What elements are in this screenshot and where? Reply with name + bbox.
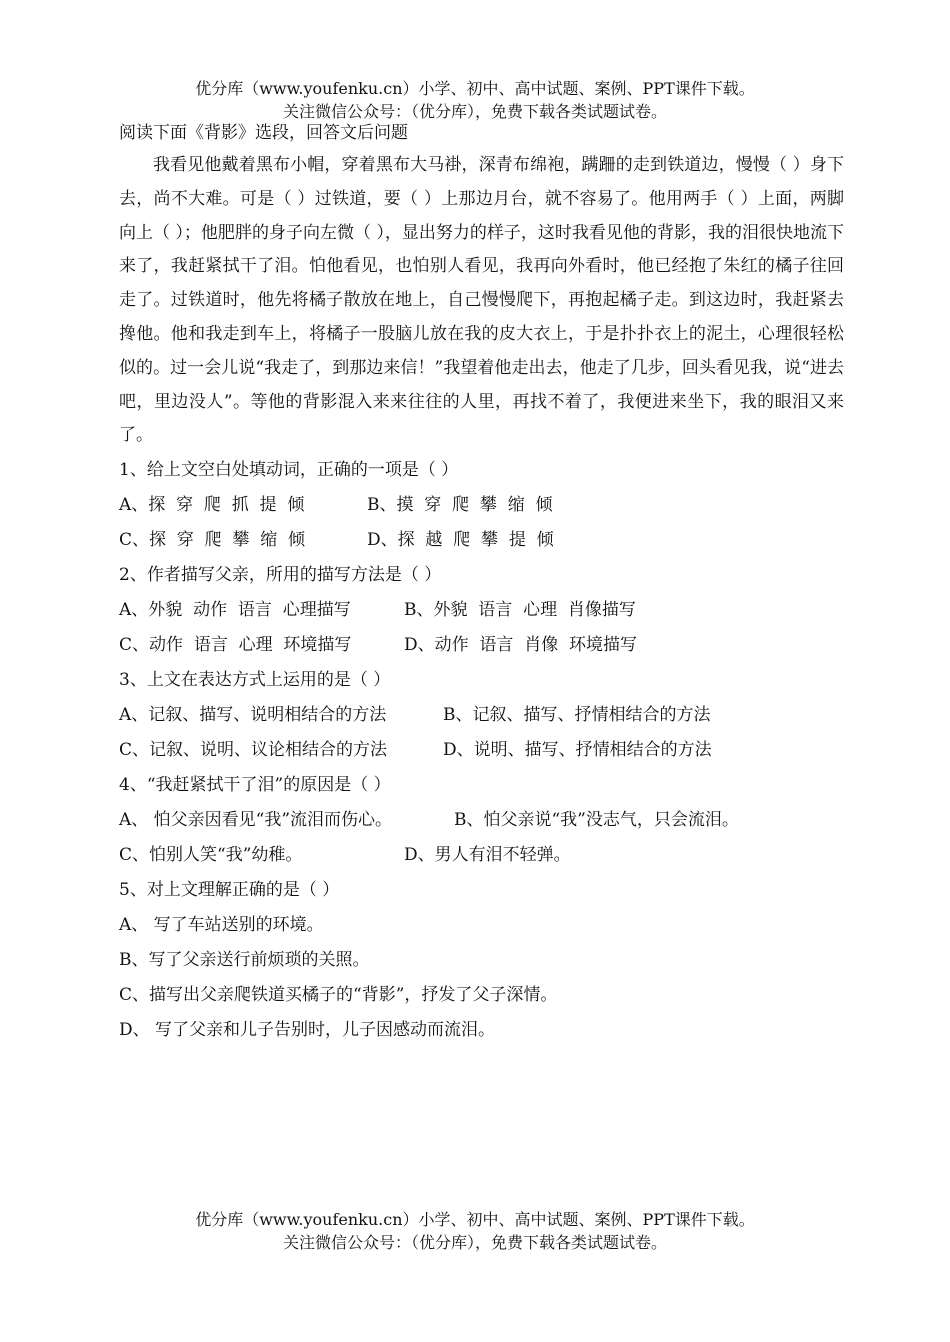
option-d: D、说明、描写、抒情相结合的方法	[443, 740, 712, 761]
page-header	[0, 77, 950, 123]
option-row	[119, 1013, 844, 1048]
question-3	[119, 663, 844, 768]
option-c: C、探 穿 爬 攀 缩 倾	[119, 530, 306, 551]
question-4	[119, 768, 844, 873]
option-b: B、记叙、描写、抒情相结合的方法	[443, 705, 711, 726]
option-b: B、怕父亲说“我”没志气，只会流泪。	[454, 810, 739, 831]
option-d: D、动作 语言 肖像 环境描写	[404, 635, 638, 656]
option-row	[119, 838, 844, 873]
option-a: A、 怕父亲因看见“我”流泪而伤心。	[119, 810, 393, 831]
option-b: B、外貌 语言 心理 肖像描写	[404, 600, 636, 621]
option-a: A、外貌 动作 语言 心理描写	[119, 600, 351, 621]
option-c: C、怕别人笑“我”幼稚。	[119, 845, 303, 866]
option-row	[119, 733, 844, 768]
option-a: A、探 穿 爬 抓 提 倾	[119, 495, 305, 516]
option-d: D、探 越 爬 攀 提 倾	[367, 530, 554, 551]
reading-instruction: 阅读下面《背影》选段，回答文后问题	[119, 123, 408, 143]
reading-passage: 我看见他戴着黑布小帽，穿着黑布大马褂，深青布绵袍，蹒跚的走到铁道边，慢慢（ ）身下去，尚不大难。可是（ ）过铁道，要（ ）上那边月台，就不容易了。他用两手（ ）上面，两脚向上（ ）；他肥胖的身子向左微（ ），显出努力的样子，这时我看见他的背影，我的泪很快地流下来了，我赶紧拭干了泪。怕他看见，也怕别人看见，我再向外看时，他已经抱了朱红的橘子往回走了。过铁道时，他先将橘子散放在地上，自己慢慢爬下，再抱起橘子走。到这边时，我赶紧去搀他。他和我走到车上，将橘子一股脑儿放在我的皮大衣上，于是扑扑衣上的泥土，心理很轻松似的。过一会儿说“我走了，到那边来信！”我望着他走出去，他走了几步，回头看见我，说“进去吧，里边没人”。等他的背影混入来来往往的人里，再找不着了，我便进来坐下，我的眼泪又来了。	[119, 155, 844, 446]
option-row	[119, 593, 844, 628]
question-stem: 1、给上文空白处填动词，正确的一项是（ ）	[119, 460, 459, 481]
option-row	[119, 978, 844, 1013]
question-5	[119, 873, 844, 1048]
header-line-2: 关注微信公众号：（优分库），免费下载各类试题试卷。	[282, 102, 667, 121]
page-footer	[0, 1208, 950, 1254]
footer-line-2: 关注微信公众号：（优分库），免费下载各类试题试卷。	[282, 1233, 667, 1252]
option-a: A、 写了车站送别的环境。	[119, 915, 324, 936]
question-1	[119, 453, 844, 558]
question-stem: 2、作者描写父亲，所用的描写方法是（ ）	[119, 565, 442, 586]
option-b: B、摸 穿 爬 攀 缩 倾	[367, 495, 553, 516]
option-a: A、记叙、描写、说明相结合的方法	[119, 705, 387, 726]
question-2	[119, 558, 844, 663]
option-c: C、动作 语言 心理 环境描写	[119, 635, 352, 656]
option-b: B、写了父亲送行前烦琐的关照。	[119, 950, 370, 971]
option-row	[119, 523, 844, 558]
option-row	[119, 698, 844, 733]
question-stem: 5、对上文理解正确的是（ ）	[119, 880, 340, 901]
option-c: C、记叙、说明、议论相结合的方法	[119, 740, 388, 761]
document-body	[119, 121, 844, 1048]
option-row	[119, 628, 844, 663]
header-line-1: 优分库（www.youfenku.cn）小学、初中、高中试题、案例、PPT课件下载。	[195, 79, 755, 98]
option-row	[119, 908, 844, 943]
option-row	[119, 488, 844, 523]
question-stem: 3、上文在表达方式上运用的是（ ）	[119, 670, 391, 691]
option-d: D、男人有泪不轻弹。	[404, 845, 571, 866]
option-c: C、描写出父亲爬铁道买橘子的“背影”，抒发了父子深情。	[119, 985, 558, 1006]
question-stem: 4、“我赶紧拭干了泪”的原因是（ ）	[119, 775, 391, 796]
option-d: D、 写了父亲和儿子告别时，儿子因感动而流泪。	[119, 1020, 496, 1041]
option-row	[119, 803, 844, 838]
footer-line-1: 优分库（www.youfenku.cn）小学、初中、高中试题、案例、PPT课件下载。	[195, 1210, 755, 1229]
option-row	[119, 943, 844, 978]
